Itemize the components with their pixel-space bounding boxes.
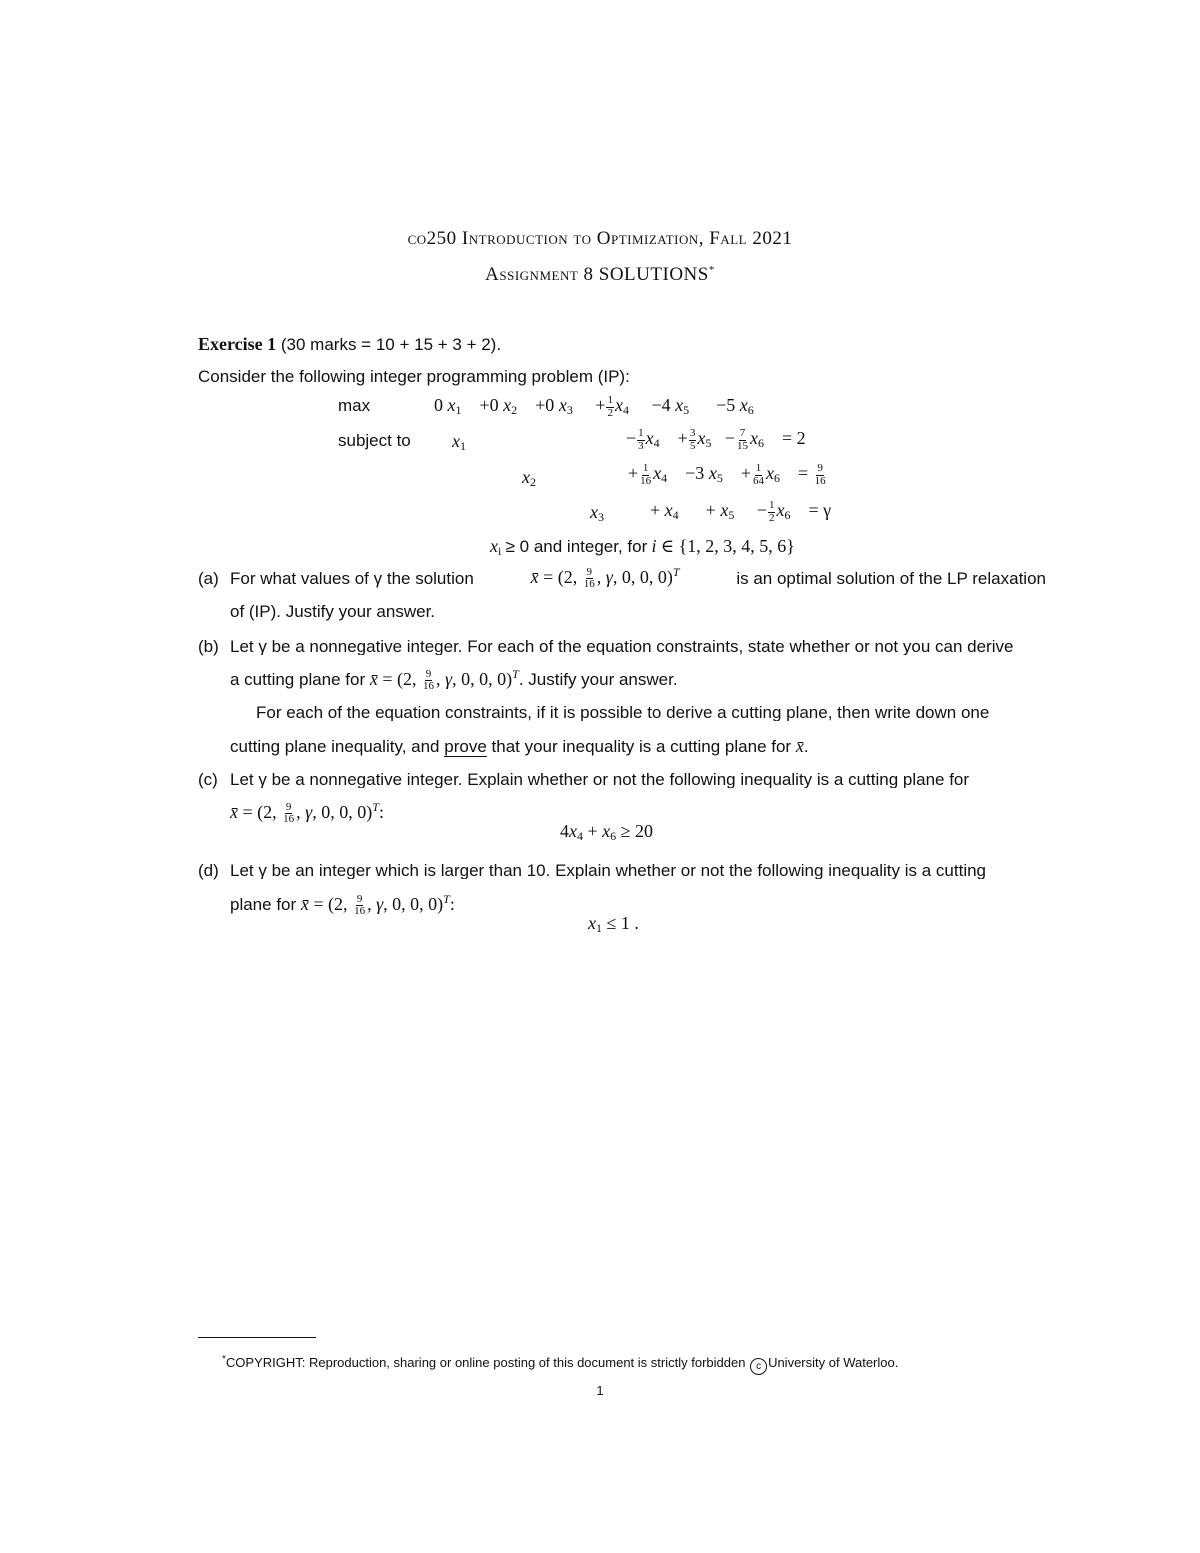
assignment-title: [0, 264, 1200, 286]
rhs-2-den: 16: [814, 474, 826, 487]
exercise-marks: (30 marks = 10 + 15 + 3 + 2).: [280, 335, 502, 354]
index-set: ∈ {1, 2, 3, 4, 5, 6}: [660, 536, 795, 556]
part-d-line-2: [230, 893, 455, 918]
part-b-solution: x̄ = (2, $\frac{9}{16}$ , γ, 0, 0, 0)$^T$: [369, 667, 519, 693]
footnote-text-pre: COPYRIGHT: Reproduction, sharing or online posting of this document is strictly forbidden: [225, 1355, 746, 1370]
course-title: [0, 228, 1200, 250]
footnote-rule: [198, 1337, 316, 1338]
constraint-1-x1: $x_1$: [452, 431, 466, 453]
part-d-solution: x̄ = (2, $\frac{9}{16}$ , γ, 0, 0, 0)$^T$:: [300, 892, 455, 918]
footnote-text-post: University of Waterloo.: [768, 1355, 899, 1370]
constraint-2-x2: $x_2$: [522, 467, 536, 489]
nonneg-text: ≥ 0 and integer, for: [505, 537, 648, 556]
part-d-inequality: $x_1 \le 1$ .: [588, 913, 639, 935]
nonneg-constraint: $x_i \ge 0$ and integer, for i ∈ {1, 2, 3, 4, 5, 6}: [490, 536, 795, 558]
part-a-text-2: is an optimal solution of the LP relaxation: [736, 568, 1046, 588]
part-d-ineq-rhs: ≤ 1 .: [606, 913, 639, 933]
exercise-intro: Consider the following integer programming problem (IP):: [198, 367, 630, 386]
part-b-line-3: For each of the equation constraints, if it is possible to derive a cutting plane, then write down one: [256, 704, 990, 721]
part-c-label: (c): [198, 770, 218, 789]
part-c-line-1: Let γ be a nonnegative integer. Explain whether or not the following inequality is a cutting plane for: [230, 771, 970, 788]
part-b-text-4-pre: cutting plane inequality, and: [230, 737, 440, 756]
part-d-text-2: plane for: [230, 895, 297, 914]
part-d-label: (d): [198, 861, 219, 880]
part-c-inequality: $4x_4 + x_6 \ge 20$: [560, 821, 654, 843]
part-a-line-1: [230, 566, 1046, 591]
part-b-label: (b): [198, 637, 219, 656]
constraint-3-rest: + $x_4$ + $x_5$ − $\frac{1}{2}$ $x_6$ = γ: [650, 499, 832, 524]
part-b-line-2: [230, 668, 678, 693]
rhs-2-num: 9: [817, 462, 823, 474]
objective-label: max: [338, 396, 371, 415]
page-number: 1: [596, 1383, 604, 1398]
part-c-solution: x̄ = (2, $\frac{9}{16}$ , γ, 0, 0, 0)$^T$:: [230, 800, 384, 826]
part-d-line-1: Let γ be an integer which is larger than 10. Explain whether or not the following inequality is a cutting: [230, 862, 987, 879]
part-b-text-4-post: that your inequality is a cutting plane for: [491, 737, 792, 756]
part-a-label: (a): [198, 569, 219, 588]
constraint-2-rest: + $\frac{1}{16}$ $x_4$ −3 $x_5$ + $\frac{1}{64}$ $x_6$ = $\frac{9}{16}$: [628, 462, 826, 487]
part-b-text-2-end: . Justify your answer.: [518, 670, 678, 689]
constraint-label: subject to: [338, 431, 411, 450]
exercise-heading: [198, 335, 501, 353]
rhs-3: = γ: [808, 500, 832, 521]
constraint-3-x3: $x_3$: [590, 502, 604, 524]
rhs-1: = 2: [781, 428, 806, 449]
part-a-text-1: For what values of γ the solution: [230, 568, 474, 588]
part-b-text-2: a cutting plane for: [230, 670, 366, 689]
part-b-line-4: cutting plane inequality, and prove that your inequality is a cutting plane for x̄.: [230, 736, 809, 756]
assignment-title-text: Assignment 8 SOLUTIONS: [485, 264, 709, 285]
constraint-1-rest: − $\frac{1}{3}$ $x_4$ + $\frac{3}{5}$ $x_5$ − $\frac{7}{15}$ $x_6$ = 2: [626, 427, 806, 452]
part-a-solution: x̄ = (2, $\frac{9}{16}$ , γ, 0, 0, 0)$^T$: [530, 565, 680, 591]
objective-row: 0 $x_1$ +0 $x_2$ +0 $x_3$ + $\frac{1}{2}$ $x_4$ −4 $x_5$ −5 $x_6$: [434, 394, 754, 419]
prove-emphasis: prove: [444, 737, 487, 756]
copyright-icon: c: [750, 1358, 767, 1375]
footnote-marker: *: [222, 1354, 226, 1365]
footnote: [222, 1354, 898, 1375]
exercise-title: Exercise 1: [198, 334, 277, 354]
course-title-text: co250 Introduction to Optimization, Fall 2021: [407, 228, 793, 249]
part-c-ineq-rhs: ≥ 20: [620, 821, 654, 841]
footnote-ref: *: [708, 264, 715, 276]
part-b-line-1: Let γ be a nonnegative integer. For each of the equation constraints, state whether or not you can derive: [230, 638, 1014, 655]
part-a-line-2: of (IP). Justify your answer.: [230, 602, 436, 621]
